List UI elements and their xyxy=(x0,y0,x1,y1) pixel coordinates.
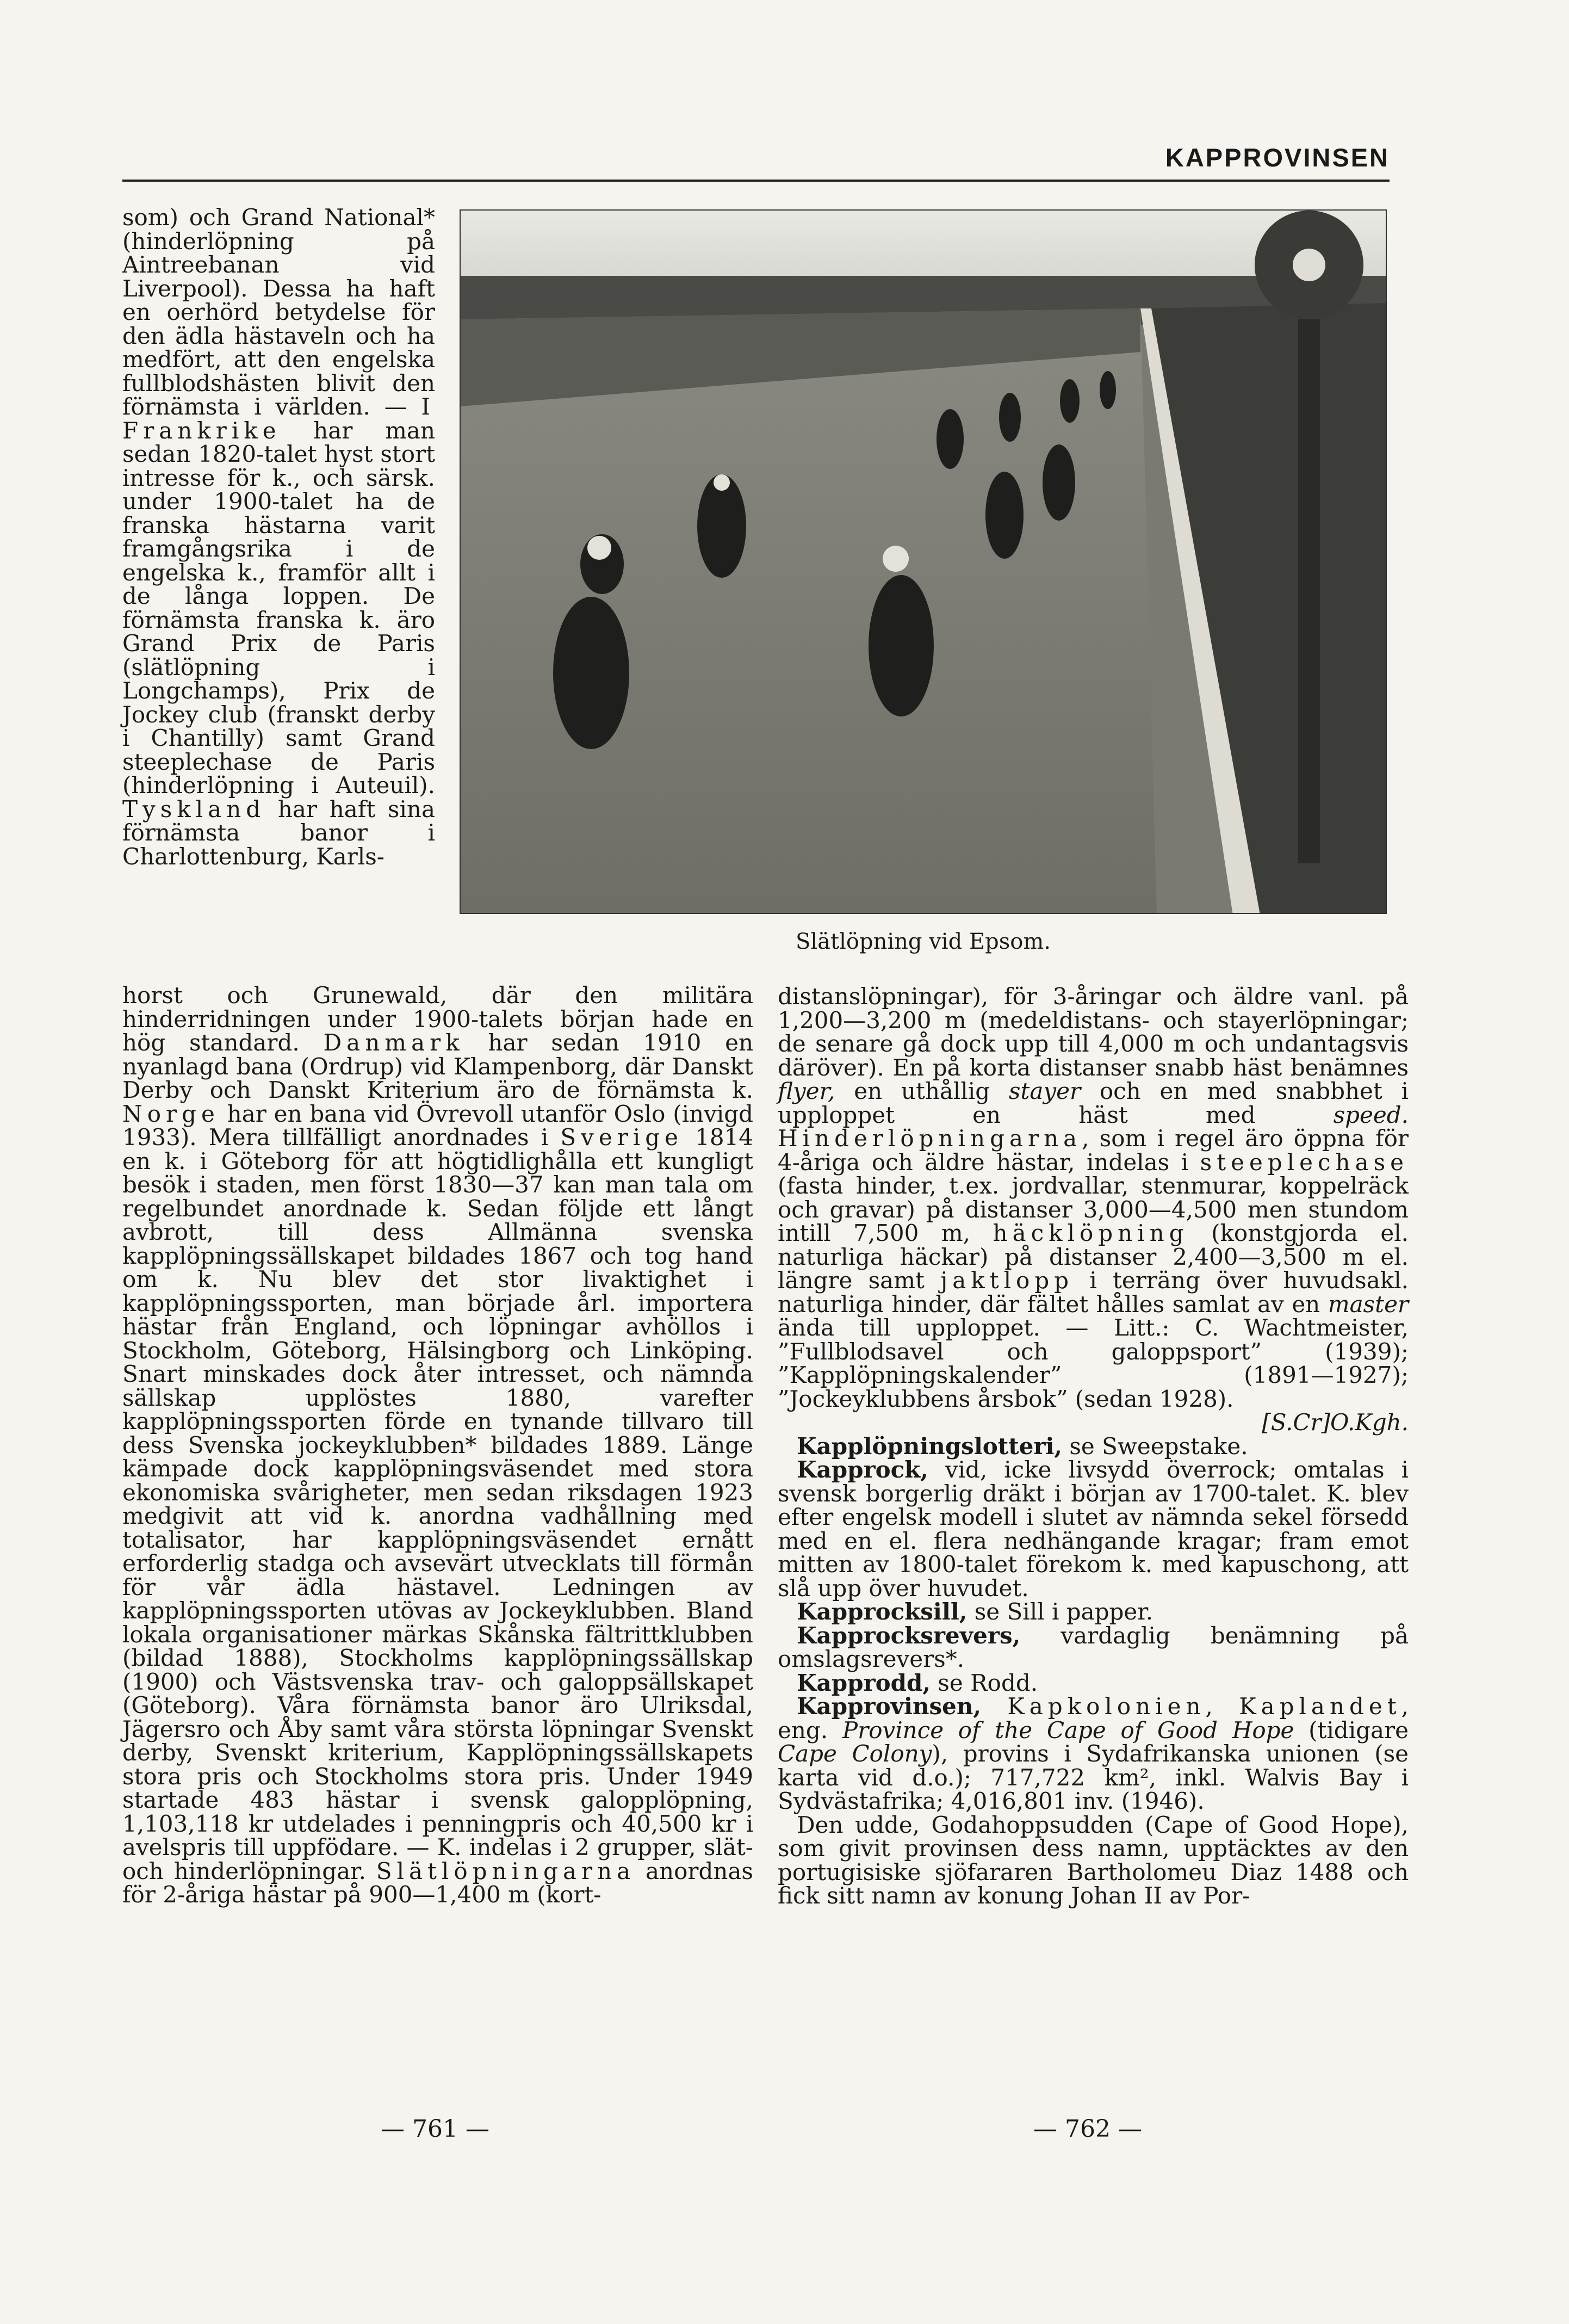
text-run: i terräng över huvudsakl. naturliga hinder, där fältet hålles samlat av en xyxy=(778,1267,1409,1318)
left-full-paragraph xyxy=(122,984,753,1907)
text-run: (konstgjorda el. naturliga häckar) på distanser 2,400—3,500 m el. längre samt xyxy=(778,1220,1409,1294)
text-run: har en bana vid Övrevoll utanför Oslo (invigd 1933). Mera tillfälligt anordnades i xyxy=(122,1100,753,1151)
entry-kapprocksill xyxy=(778,1600,1409,1624)
text-run: (tidigare xyxy=(1294,1716,1409,1744)
entry-headword: Kapprocksill, xyxy=(797,1598,968,1625)
entry-kapprovinsen xyxy=(778,1695,1409,1813)
country-danmark: Danmark xyxy=(323,1029,464,1056)
entry-headword: Kapprodd, xyxy=(797,1669,931,1696)
text-run: , eng. xyxy=(778,1693,1409,1744)
country-norge: Norge xyxy=(122,1100,220,1127)
entry-kapplopningslotteri xyxy=(778,1432,1409,1460)
text-run: ), provins i Sydafrikanska unionen (se karta vid d.o.); 717,722 km², inkl. Walvis Bay i Sydvästafrika; 4,016,801 inv. (1946). xyxy=(778,1740,1409,1814)
entry-headword: Kapprock, xyxy=(797,1456,928,1483)
text-run: , xyxy=(1205,1693,1239,1720)
country-tyskland: Tyskland xyxy=(122,795,266,823)
country-sverige: Sverige xyxy=(560,1124,683,1151)
term-jaktlopp: jaktlopp xyxy=(940,1267,1074,1294)
text-run: distanslöpningar), för 3-åringar och äldre vanl. på 1,200—3,200 m (medeldistans- och stayerlöpningar; de senare gå dock upp till 4,000 m och undantagsvis däröver). En på korta distanser snabb häst benämnes xyxy=(778,983,1409,1081)
entry-text: se Sill i papper. xyxy=(967,1598,1154,1625)
entry-text: se Rodd. xyxy=(930,1669,1038,1696)
text-run: horst och Grunewald, där den militära hinderridningen under 1900-talets början hade en hög standard. xyxy=(122,982,753,1056)
right-paragraph-1 xyxy=(778,985,1409,1411)
alt-name: Kapkolonien xyxy=(1007,1693,1206,1720)
text-run: 1814 en k. i Göteborg för att högtidlighålla ett kungligt besök i staden, men först 1830—37 kan man tala om regelbundet anordnade k. Sedan följde ett långt avbrott, till dess Allmänna svenska kapplöpningssällskapet bildades 1867 och tog hand om k. Nu blev det stor livaktighet i kapplöpningssporten, man började årl. importera hästar från England, och löpningar avhöllos i Stockholm, Göteborg, Hälsingborg och Linköping. Snart minskades dock åter intresset, och nämnda sällskap upplöstes 1880, varefter kapplöpningssporten förde en tynande tillvaro till dess Svenska jockeyklubben* bildades 1889. Länge kämpade dock kapplöpningsväsendet med stora ekonomiska svårigheter, men sedan riksdagen 1923 medgivit att vid k. anordna vadhållning med totalisator, har kapplöpningsväsendet ernått erforderlig stadga och avsevärt utvecklats till förmån för vår ädla hästavel. Ledningen av kapplöpningssporten utövas av Jockeyklubben. Bland lokala organisationer märkas Skånska fältrittklubben (bildad 1888), Stockholms kapplöpningssällskap (1900) och Västsvenska trav- och galoppsällskapet (Göteborg). Våra förnämsta banor äro Ulriksdal, Jägersro och Åby samt våra största löpningar Svenskt derby, Svenskt kriterium, Kapplöpningssällskapets stora pris och Stockholms stora pris. Under 1949 startade 483 hästar i svensk galopplöpning, 1,103,118 kr utdelades i penningpris och 40,500 kr i avelspris till uppfödare. — K. indelas i 2 grupper, slät- och hinderlöpningar. xyxy=(122,1124,753,1884)
entry-headword: Kapprocksrevers, xyxy=(797,1622,1021,1649)
running-header: KAPPROVINSEN xyxy=(1165,143,1390,172)
left-narrow-paragraph xyxy=(122,206,435,868)
alt-name: Kaplandet xyxy=(1239,1693,1401,1720)
term-hinderlopningarna: Hinderlöpningarna xyxy=(778,1125,1082,1152)
race-photo-illustration xyxy=(461,211,1387,914)
term-speed: speed. xyxy=(1333,1101,1409,1128)
entry-headword: Kapprovinsen, xyxy=(797,1693,982,1720)
text-run: har haft sina förnämsta banor i Charlottenburg, Karls- xyxy=(122,795,435,870)
header-rule xyxy=(122,180,1390,182)
text-run: ända till upploppet. — Litt.: C. Wachtmeister, ”Fullblodsavel och galoppsport” (1939); ”Kapplöpningskalender” (1891—1927); ”Jockeyklubbens årsbok” (sedan 1928). xyxy=(778,1314,1409,1412)
entry-text: vid, icke livsydd överrock; omtalas i svensk borgerlig dräkt i början av 1700-talet. K. blev efter engelsk modell i slutet av nämnda sekel försedd med en el. flera nedhängande kragar; fram emot mitten av 1800-talet förekom k. med kapuschong, att slå upp över huvudet. xyxy=(778,1456,1409,1602)
term-steeplechase: steeplechase xyxy=(1200,1148,1409,1176)
english-name: Province of the Cape of Good Hope xyxy=(842,1716,1294,1744)
photo-caption: Slätlöpning vid Epsom. xyxy=(795,929,1051,954)
country-frankrike: I Frankrike xyxy=(122,393,435,444)
term-master: master xyxy=(1328,1290,1409,1318)
text-run: , som i regel äro öppna för 4-åriga och äldre hästar, indelas i xyxy=(778,1125,1409,1176)
author-signature: [S.Cr]O.Kgh. xyxy=(1262,1409,1409,1436)
entry-kapprocksrevers xyxy=(778,1624,1409,1671)
former-name: Cape Colony xyxy=(778,1740,932,1767)
entry-kapprodd xyxy=(778,1671,1409,1695)
text-run: (fasta hinder, t.ex. jordvallar, stenmurar, koppelräck och gravar) på distanser 3,000—4,500 men stundom intill 7,500 m, xyxy=(778,1172,1409,1246)
term-slatlopningarna: Slätlöpningarna xyxy=(376,1857,636,1884)
text-run: som) och Grand National* (hinderlöpning på Aintreebanan vid Liverpool). Dessa ha haft en oerhörd betydelse för den ädla hästaveln och ha medfört, att den engelska fullblodshästen blivit den förnämsta i världen. — xyxy=(122,204,435,420)
term-hacklopning: häcklöpning xyxy=(993,1220,1189,1246)
text-run: en uthållig xyxy=(835,1078,1009,1104)
paragraph-godahoppsudden: Den udde, Godahoppsudden (Cape of Good Hope), som givit provinsen dess namn, upptäcktes av den portugisiske sjöfararen Bartholomeu Diaz 1488 och fick sitt namn av konung Johan II av Por- xyxy=(778,1811,1409,1909)
page-number-right: — 762 — xyxy=(1033,2115,1142,2143)
race-photo xyxy=(460,209,1387,914)
text-run: har sedan 1910 en nyanlagd bana (Ordrup) vid Klampenborg, där Danskt Derby och Danskt Kriterium äro de förnämsta k. xyxy=(122,1029,753,1103)
entry-text: se Sweepstake. xyxy=(1062,1432,1248,1460)
left-column-full xyxy=(122,984,753,1907)
entry-kapprock xyxy=(778,1458,1409,1600)
entry-headword: Kapplöpningslotteri, xyxy=(797,1432,1063,1460)
left-column-narrow xyxy=(122,206,435,868)
text-run: har man sedan 1820-talet hyst stort intresse för k., och särsk. under 1900-talet ha de franska hästarna varit framgångsrika i de engelska k., framför allt i de långa loppen. De förnämsta franska k. äro Grand Prix de Paris (slätlöpning i Longchamps), Prix de Jockey club (franskt derby i Chantilly) samt Grand steeplechase de Paris (hinderlöpning i Auteuil). xyxy=(122,417,435,799)
right-column xyxy=(778,985,1409,1908)
page-number-left: — 761 — xyxy=(381,2115,489,2143)
entry-text: vardaglig benämning på omslagsrevers*. xyxy=(778,1622,1409,1672)
term-flyer: flyer, xyxy=(778,1078,835,1104)
text-run: anordnas för 2-åriga hästar på 900—1,400 m (kort- xyxy=(122,1857,753,1908)
text-run: och en med snabbhet i upploppet en häst med xyxy=(778,1078,1409,1128)
term-stayer: stayer xyxy=(1008,1078,1081,1104)
